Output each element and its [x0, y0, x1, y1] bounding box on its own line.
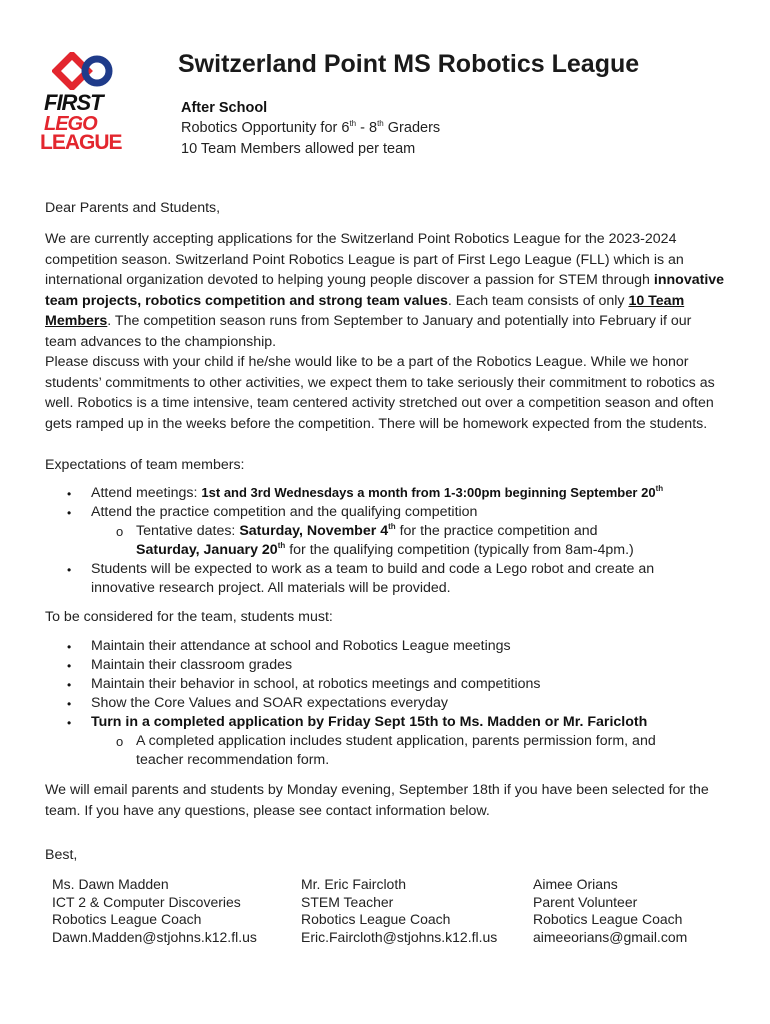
- page-title: Switzerland Point MS Robotics League: [178, 50, 640, 78]
- contact-name: Aimee Orians: [533, 876, 618, 892]
- bullet: •: [67, 697, 72, 711]
- contact-role: STEM Teacher: [301, 893, 394, 910]
- contact-email[interactable]: Eric.Faircloth@stjohns.k12.fl.us: [301, 928, 498, 945]
- contact-role: ICT 2 & Computer Discoveries: [52, 893, 241, 910]
- requirement-application: Turn in a completed application by Friday Sept 15th to Ms. Madden or Mr. Faricloth: [91, 714, 648, 730]
- contact-name: Ms. Dawn Madden: [52, 876, 169, 892]
- header-grades: Robotics Opportunity for 6th - 8th Graders: [181, 119, 441, 136]
- contact-role: Robotics League Coach: [301, 911, 451, 927]
- expectations-heading: Expectations of team members:: [45, 457, 245, 473]
- bullet: •: [67, 506, 72, 520]
- first-logo-mark-icon: [52, 52, 116, 90]
- logo-league-text: LEAGUE: [40, 131, 122, 154]
- contact-orians: [533, 876, 687, 946]
- bullet: •: [67, 563, 72, 577]
- header-after-school: After School: [181, 100, 268, 116]
- application-contents-l1: A completed application includes student application, parents permission form, and: [136, 733, 656, 749]
- contact-faircloth: [301, 876, 497, 946]
- requirements-heading: To be considered for the team, students must:: [45, 609, 333, 625]
- tentative-dates-line1: Tentative dates: Saturday, November 4th for the practice competition and: [136, 522, 598, 539]
- expectation-competitions: Attend the practice competition and the qualifying competition: [91, 504, 478, 520]
- header-team-size: 10 Team Members allowed per team: [181, 141, 416, 157]
- contact-email[interactable]: aimeeorians@gmail.com: [533, 928, 688, 945]
- logo-lego-text: LEGO: [44, 113, 97, 135]
- requirement-item: Maintain their attendance at school and Robotics League meetings: [91, 638, 511, 654]
- bullet: •: [67, 678, 72, 692]
- requirement-item: Show the Core Values and SOAR expectations everyday: [91, 695, 448, 711]
- bullet: •: [67, 487, 72, 501]
- bullet: •: [67, 659, 72, 673]
- sign-off: Best,: [45, 847, 78, 863]
- contact-role: Robotics League Coach: [533, 911, 683, 927]
- contact-madden: [52, 876, 257, 946]
- requirement-item: Maintain their classroom grades: [91, 657, 293, 673]
- bullet: •: [67, 640, 72, 654]
- expectation-meetings: Attend meetings: 1st and 3rd Wednesdays a month from 1-3:00pm beginning September 20th: [91, 484, 664, 501]
- requirement-item: Maintain their behavior in school, at robotics meetings and competitions: [91, 676, 541, 692]
- intro-paragraph: We are currently accepting applications for the Switzerland Point Robotics League for the 2023-2024 competition season. Switzerland Point Robotics League is part of First Lego League (FLL) which is an international organization devoted to helping young people discover a passion for STEM through innovative team projects, robotics competition and strong team values. Each team consists of only 10 Team Members. The competition season runs from September to January and potentially into February if our team advances to the championship.: [45, 231, 725, 350]
- greeting: Dear Parents and Students,: [45, 200, 221, 216]
- contact-role: Parent Volunteer: [533, 893, 638, 910]
- logo-first-text: FIRST: [44, 90, 103, 115]
- sub-bullet: o: [116, 524, 124, 539]
- bullet: •: [67, 716, 72, 730]
- commitment-paragraph: Please discuss with your child if he/she would like to be a part of the Robotics League. While we honor students’ commitments to other activities, we expect them to take seriously their commitment to robotics as well. Robotics is a time intensive, team centered activity stretched out over a competition season and often gets ramped up in the weeks before the competition. There will be homework expected from the students.: [45, 354, 715, 432]
- contact-name: Mr. Eric Faircloth: [301, 876, 407, 892]
- first-lego-league-logo: [38, 52, 126, 156]
- expectation-teamwork-l1: Students will be expected to work as a team to build and code a Lego robot and create an: [91, 561, 655, 577]
- application-contents-l2: teacher recommendation form.: [136, 752, 330, 768]
- contact-role: Robotics League Coach: [52, 911, 202, 927]
- tentative-dates-line2: Saturday, January 20th for the qualifying competition (typically from 8am-4pm.): [136, 541, 634, 558]
- contact-email[interactable]: Dawn.Madden@stjohns.k12.fl.us: [52, 928, 257, 945]
- expectation-teamwork-l2: innovative research project. All materials will be provided.: [91, 580, 451, 596]
- sub-bullet: o: [116, 734, 124, 749]
- closing-paragraph: We will email parents and students by Monday evening, September 18th if you have been selected for the team. If you have any questions, please see contact information below.: [45, 782, 709, 819]
